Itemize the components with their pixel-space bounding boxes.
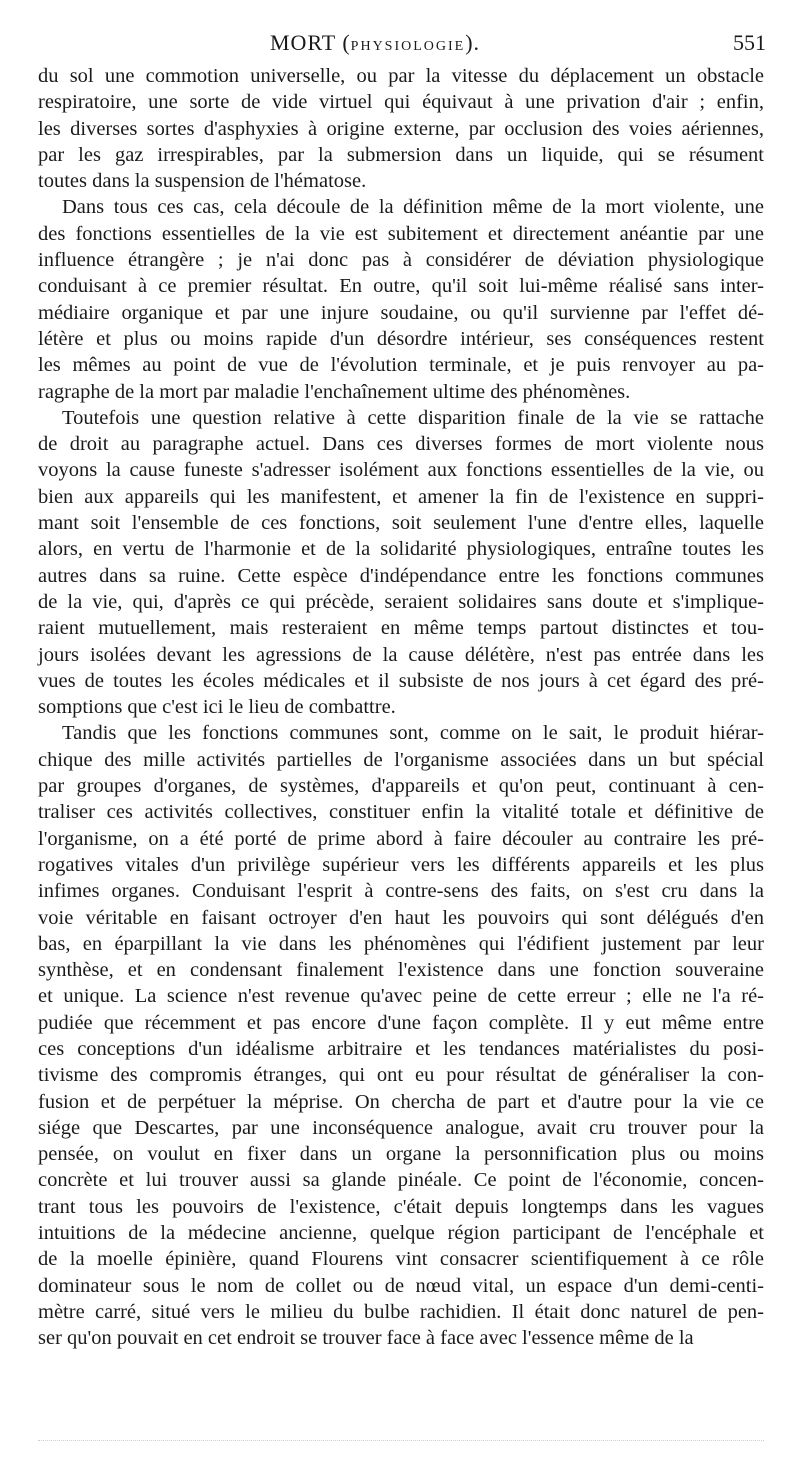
text-line: trant tous les pouvoirs de l'existence, c'était depuis longtemps dans les vagues — [38, 1195, 764, 1218]
text-line: somptions que c'est ici le lieu de combattre. — [38, 696, 396, 719]
text-line: létère et plus ou moins rapide d'un désordre intérieur, ses conséquences restent — [38, 327, 764, 350]
running-head — [270, 30, 480, 56]
text-line: mant soit l'ensemble de ces fonctions, soit seulement l'une d'entre elles, laquelle — [38, 512, 764, 535]
text-line: synthèse, et en condensant finalement l'existence dans une fonction souveraine — [38, 959, 764, 982]
text-line: les mêmes au point de vue de l'évolution terminale, et je puis renvoyer au pa- — [38, 354, 764, 377]
text-line: chique des mille activités partielles de l'organisme associées dans un but spécial — [38, 748, 764, 771]
running-head-close: ). — [465, 30, 481, 55]
text-line: Toutefois une question relative à cette disparition finale de la vie se rattache — [62, 406, 764, 429]
text-line: alors, en vertu de l'harmonie et de la solidarité physiologiques, entraîne toutes les — [38, 538, 764, 561]
text-line: raient mutuellement, mais resteraient en même temps partout distinctes et tou- — [38, 617, 764, 640]
text-line: jours isolées devant les agressions de la cause délétère, n'est pas entrée dans les — [38, 643, 764, 666]
text-line: voie véritable en faisant octroyer d'en haut les pouvoirs qui sont délégués d'en — [38, 906, 764, 929]
page-header — [0, 30, 800, 60]
text-line: du sol une commotion universelle, ou par la vitesse du déplacement un obstacle — [38, 65, 764, 87]
text-line: Dans tous ces cas, cela découle de la définition même de la mort violente, une — [62, 196, 764, 219]
text-line: bien aux appareils qui les manifestent, et amener la fin de l'existence en suppri- — [38, 485, 764, 508]
text-line: ces conceptions d'un idéalisme arbitraire et les tendances matérialistes du posi- — [38, 1037, 764, 1060]
text-line: influence étrangère ; je n'ai donc pas à considérer de déviation physiologique — [38, 249, 764, 272]
text-line: bas, en éparpillant la vie dans les phénomènes qui l'édifient justement par leur — [38, 932, 764, 955]
text-line: tivisme des compromis étranges, qui ont eu pour résultat de généraliser la con- — [38, 1064, 764, 1087]
text-line: siége que Descartes, par une inconséquence analogue, avait cru trouver pour la — [38, 1116, 764, 1139]
text-line: pudiée que récemment et pas encore d'une façon complète. Il y eut même entre — [38, 1011, 764, 1034]
text-line: rogatives vitales d'un privilège supérieur vers les différents appareils et les plus — [38, 853, 764, 876]
text-line: par groupes d'organes, de systèmes, d'appareils et qu'on peut, continuant à cen- — [38, 775, 764, 798]
text-line: dominateur sous le nom de collet ou de nœud vital, un espace d'un demi-centi- — [38, 1274, 764, 1297]
text-line: ragraphe de la mort par maladie l'enchaînement ultime des phénomènes. — [38, 380, 631, 403]
page-number: 551 — [733, 30, 766, 55]
text-line: fusion et de perpétuer la méprise. On chercha de part et d'autre pour la vie ce — [38, 1090, 764, 1113]
text-line: l'organisme, on a été porté de prime abord à faire découler au contraire les pré- — [38, 827, 764, 850]
bottom-margin-trace — [38, 1440, 764, 1443]
text-line: autres dans sa ruine. Cette espèce d'indépendance entre les fonctions communes — [38, 564, 764, 587]
text-line: voyons la cause funeste s'adresser isolément aux fonctions essentielles de la vie, ou — [38, 459, 764, 482]
text-line: infimes organes. Conduisant l'esprit à contre-sens des faits, on s'est cru dans la — [38, 880, 764, 903]
text-line: par les gaz irrespirables, par la submersion dans un liquide, qui se résument — [38, 143, 764, 166]
text-line: ser qu'on pouvait en cet endroit se trouver face à face avec l'essence même de la — [38, 1327, 694, 1350]
text-line: respiratoire, une sorte de vide virtuel qui équivaut à une privation d'air ; enfin, — [38, 91, 764, 114]
text-line: de la moelle épinière, quand Flourens vint consacrer scientifiquement à ce rôle — [38, 1248, 764, 1271]
text-line: et unique. La science n'est revenue qu'avec peine de cette erreur ; elle ne l'a ré- — [38, 985, 764, 1008]
text-line: mètre carré, situé vers le milieu du bulbe rachidien. Il était donc naturel de pen- — [38, 1300, 764, 1323]
text-line: traliser ces activités collectives, constituer enfin la vitalité totale et définitive de — [38, 801, 764, 824]
text-line: vues de toutes les écoles médicales et il subsiste de nos jours à cet égard des pré- — [38, 669, 764, 692]
text-line: de la vie, qui, d'après ce qui précède, seraient solidaires sans doute et s'implique- — [38, 590, 764, 613]
running-head-main: MORT ( — [270, 30, 351, 55]
text-line: Tandis que les fonctions communes sont, comme on le sait, le produit hiérar- — [62, 722, 764, 745]
text-line: intuitions de la médecine ancienne, quelque région participant de l'encéphale et — [38, 1222, 764, 1245]
body-text — [38, 63, 764, 1352]
text-line: concrète et lui trouver aussi sa glande pinéale. Ce point de l'économie, concen- — [38, 1169, 764, 1192]
text-line: toutes dans la suspension de l'hématose. — [38, 170, 367, 193]
running-head-subject: PHYSIOLOGIE — [350, 39, 466, 54]
text-line: des fonctions essentielles de la vie est subitement et directement anéantie par une — [38, 222, 764, 245]
text-line: les diverses sortes d'asphyxies à origine externe, par occlusion des voies aériennes, — [38, 117, 764, 140]
text-line: conduisant à ce premier résultat. En outre, qu'il soit lui-même réalisé sans inter- — [38, 275, 764, 298]
text-line: pensée, on voulut en fixer dans un organe la personnification plus ou moins — [38, 1143, 764, 1166]
text-line: médiaire organique et par une injure soudaine, ou qu'il survienne par l'effet dé- — [38, 301, 764, 324]
text-line: de droit au paragraphe actuel. Dans ces diverses formes de mort violente nous — [38, 433, 764, 456]
